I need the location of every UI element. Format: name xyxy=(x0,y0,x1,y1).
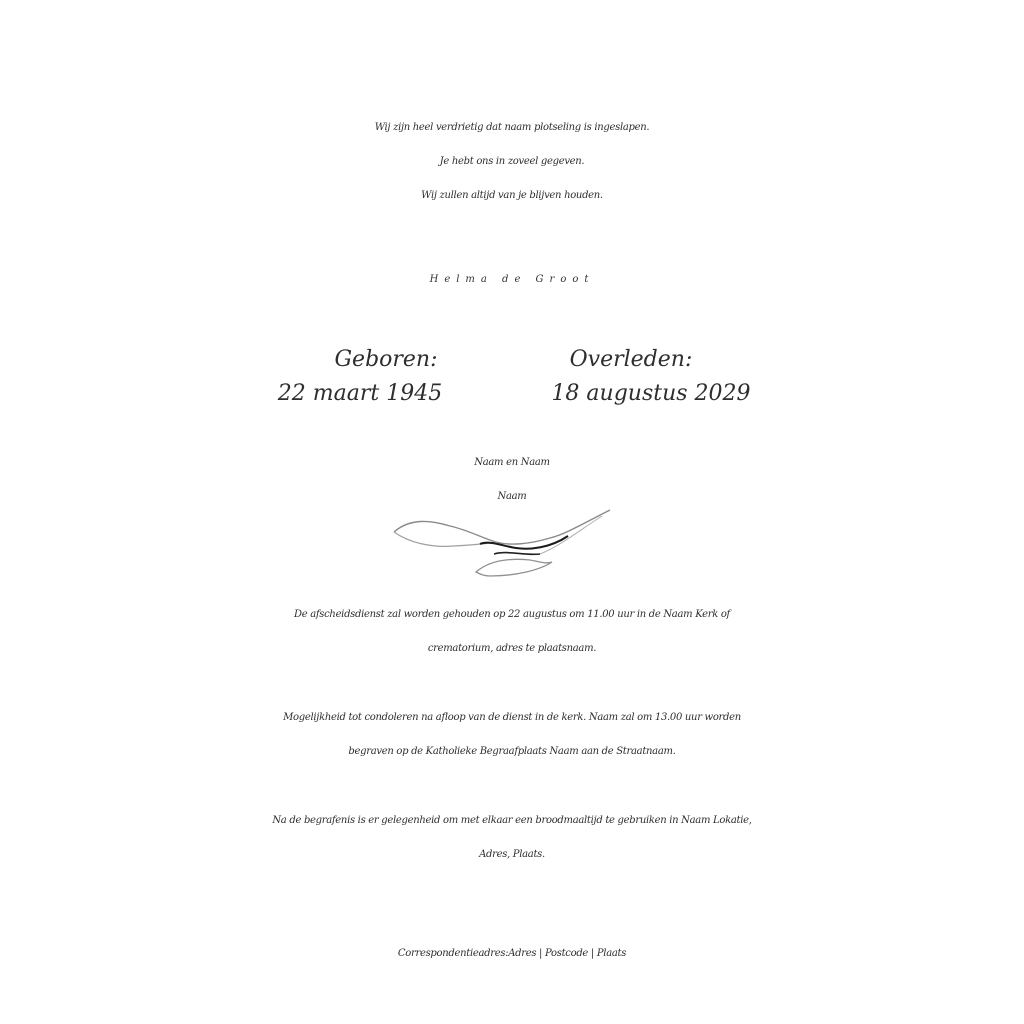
reception-line-2: Adres, Plaats. xyxy=(479,849,545,860)
service-line-1: De afscheidsdienst zal worden gehouden op 22 augustus om 11.00 uur in de Naam Kerk of xyxy=(294,609,730,620)
family-line-2: Naam xyxy=(497,491,527,502)
intro-line-3: Wij zullen altijd van je blijven houden. xyxy=(421,190,603,201)
service-line-2: crematorium, adres te plaatsnaam. xyxy=(427,643,597,654)
correspondence-address: Correspondentieadres:Adres | Postcode | Plaats xyxy=(397,948,627,959)
death-date: 18 augustus 2029 xyxy=(551,381,751,406)
intro-line-1: Wij zijn heel verdrietig dat naam plotseling is ingeslapen. xyxy=(374,122,650,133)
intro-line-2: Je hebt ons in zoveel gegeven. xyxy=(439,156,585,167)
leaf-sketch-icon xyxy=(390,508,614,582)
birth-date: 22 maart 1945 xyxy=(277,381,443,406)
family-line-1: Naam en Naam xyxy=(474,457,550,468)
deceased-name: Helma de Groot xyxy=(429,274,595,285)
death-label: Overleden: xyxy=(569,347,693,372)
reception-line-1: Na de begrafenis is er gelegenheid om met elkaar een broodmaaltijd te gebruiken in Naam Lokatie, xyxy=(272,815,752,826)
condolence-line-2: begraven op de Katholieke Begraafplaats Naam aan de Straatnaam. xyxy=(348,746,676,757)
condolence-line-1: Mogelijkheid tot condoleren na afloop van de dienst in de kerk. Naam zal om 13.00 uur worden xyxy=(283,712,741,723)
birth-label: Geboren: xyxy=(334,347,438,372)
